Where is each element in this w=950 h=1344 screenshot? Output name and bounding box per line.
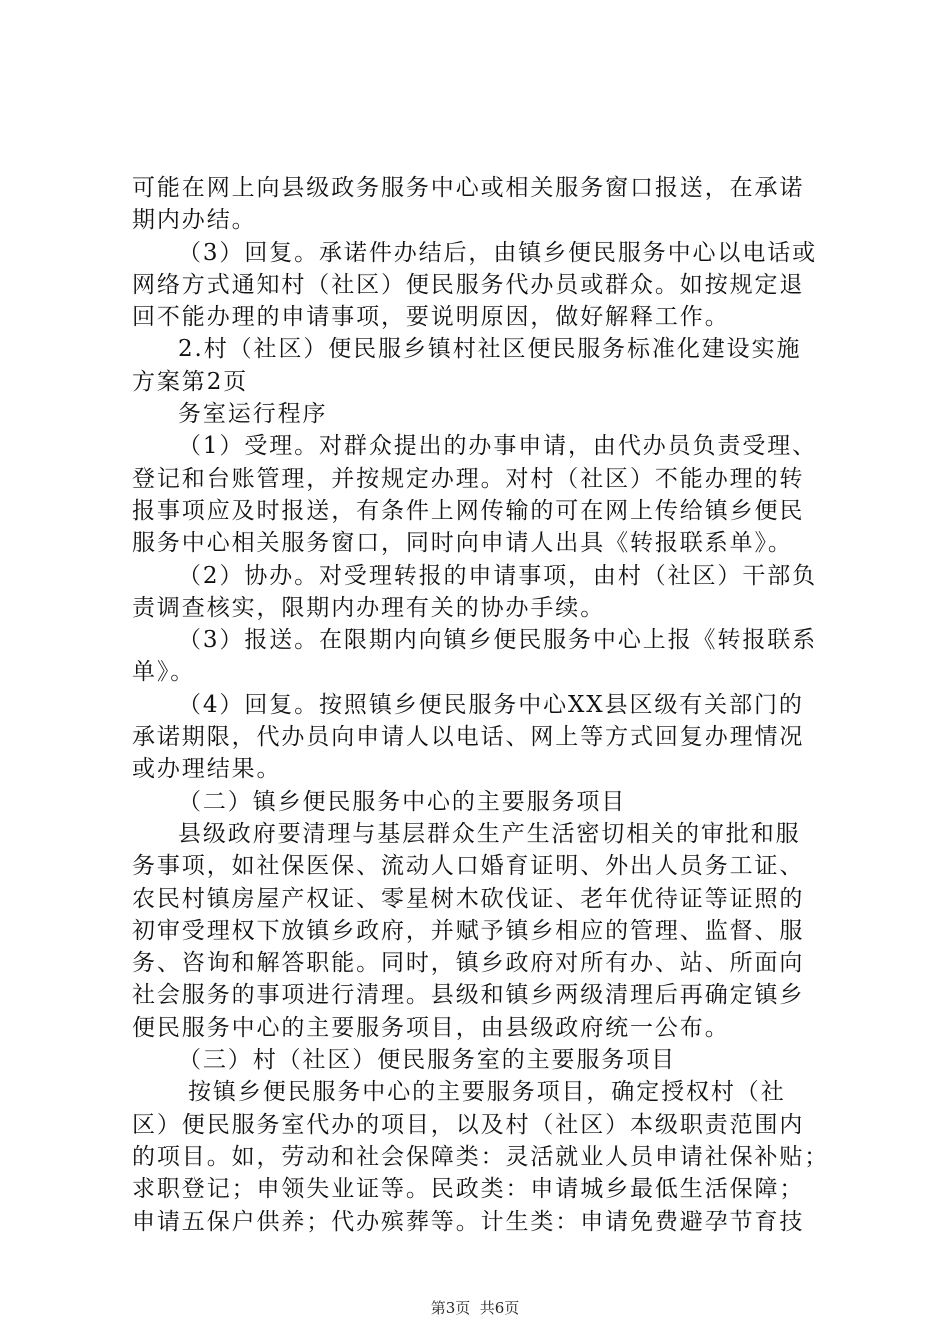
text-line: （三）村（社区）便民服务室的主要服务项目 [178, 1047, 676, 1074]
text-line: （2）协办。对受理转报的申请事项，由村（社区）干部负 [178, 562, 818, 589]
text-line: 务事项，如社保医保、流动人口婚育证明、外出人员务工证、 [132, 853, 805, 880]
text-line: 责调查核实，限期内办理有关的协办手续。 [132, 594, 606, 621]
text-line: 县级政府要清理与基层群众生产生活密切相关的审批和服 [178, 820, 801, 847]
text-line: 回不能办理的申请事项，要说明原因，做好解释工作。 [132, 304, 730, 331]
text-line: 农民村镇房屋产权证、零星树木砍伐证、老年优待证等证照的 [132, 885, 805, 912]
text-line: 服务中心相关服务窗口，同时向申请人出具《转报联系单》。 [132, 530, 793, 557]
text-line: 便民服务中心的主要服务项目，由县级政府统一公布。 [132, 1014, 730, 1041]
text-line: （4）回复。按照镇乡便民服务中心XX县区级有关部门的 [178, 691, 804, 718]
text-line: 期内办结。 [132, 207, 257, 234]
text-line: 求职登记；申领失业证等。民政类：申请城乡最低生活保障； [132, 1176, 805, 1203]
text-line: 登记和台账管理，并按规定办理。对村（社区）不能办理的转 [132, 465, 805, 492]
text-line: 或办理结果。 [132, 756, 282, 783]
document-body [132, 172, 832, 1238]
text-line: 网络方式通知村（社区）便民服务代办员或群众。如按规定退 [132, 271, 805, 298]
text-line: 按镇乡便民服务中心的主要服务项目，确定授权村（社 [188, 1079, 786, 1106]
text-line: 初审受理权下放镇乡政府，并赋予镇乡相应的管理、监督、服 [132, 917, 805, 944]
text-line: 单》。 [132, 659, 196, 686]
text-line: （3）回复。承诺件办结后，由镇乡便民服务中心以电话或 [178, 239, 818, 266]
text-line: （1）受理。对群众提出的办事申请，由代办员负责受理、 [178, 433, 818, 460]
text-line: 务室运行程序 [178, 401, 328, 428]
text-line: 承诺期限，代办员向申请人以电话、网上等方式回复办理情况 [132, 724, 805, 751]
text-line: 报事项应及时报送，有条件上网传输的可在网上传给镇乡便民 [132, 497, 805, 524]
text-line: 的项目。如，劳动和社会保障类：灵活就业人员申请社保补贴； [132, 1143, 830, 1170]
text-line: 方案第2页 [132, 368, 249, 395]
text-line: 申请五保户供养；代办殡葬等。计生类：申请免费避孕节育技 [132, 1208, 805, 1235]
text-line: 区）便民服务室代办的项目，以及村（社区）本级职责范围内 [132, 1111, 805, 1138]
text-line: （3）报送。在限期内向镇乡便民服务中心上报《转报联系 [178, 627, 818, 654]
text-line: 务、咨询和解答职能。同时，镇乡政府对所有办、站、所面向 [132, 950, 805, 977]
text-line: 可能在网上向县级政务服务中心或相关服务窗口报送，在承诺 [132, 175, 805, 201]
page-footer: 第3页 共6页 [430, 1299, 520, 1317]
text-line: （二）镇乡便民服务中心的主要服务项目 [178, 788, 627, 815]
text-line: 2.村（社区）便民服乡镇村社区便民服务标准化建设实施 [178, 336, 802, 363]
text-line: 社会服务的事项进行清理。县级和镇乡两级清理后再确定镇乡 [132, 982, 805, 1009]
